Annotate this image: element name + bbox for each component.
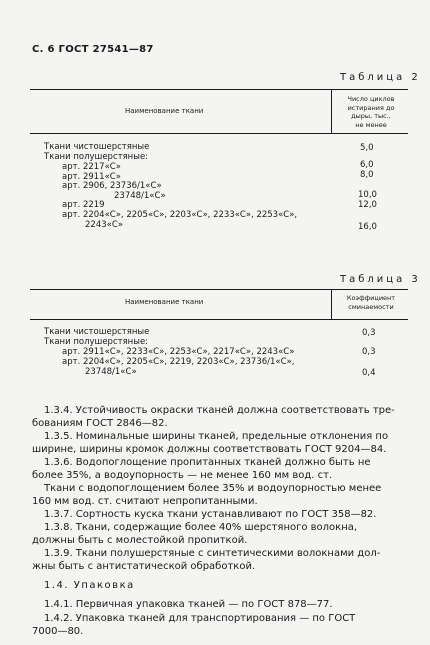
table2-header-rule bbox=[30, 133, 408, 134]
table3-caption: Таблица 3 bbox=[340, 274, 421, 285]
table-cell-value: 6,0 bbox=[360, 160, 374, 170]
table-row: 23748/1«С» bbox=[85, 367, 137, 377]
table3-col1-header: Наименование ткани bbox=[125, 298, 204, 306]
table-row: арт. 2204«С», 2205«С», 2203«С», 2233«С», 2253«С», bbox=[62, 210, 298, 220]
table2-col1-header: Наименование ткани bbox=[125, 107, 204, 115]
table-cell-value: 0,3 bbox=[362, 347, 376, 357]
table-cell-value: 10,0 bbox=[358, 190, 377, 200]
table-row: арт. 2217«С» bbox=[62, 162, 121, 172]
page-header: С. 6 ГОСТ 27541—87 bbox=[32, 44, 154, 55]
table-row: Ткани чистошерстяные bbox=[44, 327, 150, 337]
table-row: арт. 2906, 23736/1«С» bbox=[62, 181, 162, 191]
table-row: Ткани чистошерстяные bbox=[44, 142, 150, 152]
paragraph-line: 1.3.7. Сортность куска ткани устанавливают по ГОСТ 358—82. bbox=[44, 509, 377, 520]
table-cell-value: 5,0 bbox=[360, 143, 374, 153]
paragraph-line: 1.4.1. Первичная упаковка тканей — по ГОСТ 878—77. bbox=[44, 599, 333, 610]
table-row: арт. 2204«С», 2205«С», 2219, 2203«С», 23736/1«С», bbox=[62, 357, 295, 367]
paragraph-line: должны быть с молестойкой пропиткой. bbox=[32, 535, 248, 546]
section-heading: 1.4. Упаковка bbox=[44, 580, 135, 591]
table-cell-value: 16,0 bbox=[358, 222, 377, 232]
table-row: 2243«С» bbox=[85, 220, 123, 230]
paragraph-line: 1.3.9. Ткани полушерстяные с синтетическими волокнами дол- bbox=[44, 548, 381, 559]
paragraph-line: бованиям ГОСТ 2846—82. bbox=[32, 418, 168, 429]
table-row: 23748/1«С» bbox=[114, 191, 166, 201]
table-cell-value: 12,0 bbox=[358, 200, 377, 210]
table3-column-divider bbox=[331, 289, 332, 319]
table2-caption: Таблица 2 bbox=[340, 72, 421, 83]
paragraph-line: 160 мм вод. ст. считают непропитанными. bbox=[32, 496, 258, 507]
table2-column-divider bbox=[331, 89, 332, 133]
paragraph-line: 7000—80. bbox=[32, 626, 84, 637]
table2-top-rule bbox=[30, 89, 408, 90]
paragraph-line: Ткани с водопоглощением более 35% и водоупорностью менее bbox=[44, 483, 382, 494]
table-row: арт. 2219 bbox=[62, 200, 105, 210]
table-row: Ткани полушерстяные: bbox=[44, 152, 149, 162]
table-row: арт. 2911«С» bbox=[62, 172, 121, 182]
table3-header-rule bbox=[30, 319, 408, 320]
paragraph-line: 1.3.8. Ткани, содержащие более 40% шерстяного волокна, bbox=[44, 522, 358, 533]
paragraph-line: 1.3.4. Устойчивость окраски тканей должна соответствовать тре- bbox=[44, 405, 395, 416]
paragraph-line: жны быть с антистатической обработкой. bbox=[32, 561, 256, 572]
table3-top-rule bbox=[30, 289, 408, 290]
table3-col2-header: Коэффициент сминаемости bbox=[346, 294, 396, 311]
paragraph-line: ширине, ширины кромок должны соответствовать ГОСТ 9204—84. bbox=[32, 444, 387, 455]
paragraph-line: 1.3.6. Водопоглощение пропитанных тканей должно быть не bbox=[44, 457, 371, 468]
table-row: Ткани полушерстяные: bbox=[44, 337, 149, 347]
table-cell-value: 0,3 bbox=[362, 328, 376, 338]
paragraph-line: более 35%, а водоупорность — не менее 160 мм вод. ст. bbox=[32, 470, 333, 481]
paragraph-line: 1.3.5. Номинальные ширины тканей, предельные отклонения по bbox=[44, 431, 389, 442]
table-cell-value: 8,0 bbox=[360, 170, 374, 180]
paragraph-line: 1.4.2. Упаковка тканей для транспортирования — по ГОСТ bbox=[44, 613, 356, 624]
table2-col2-header: Число циклов истирания до дыры, тыс., не менее bbox=[347, 95, 395, 129]
table-row: арт. 2911«С», 2233«С», 2253«С», 2217«С», 2243«С» bbox=[62, 347, 295, 357]
table-cell-value: 0,4 bbox=[362, 368, 376, 378]
